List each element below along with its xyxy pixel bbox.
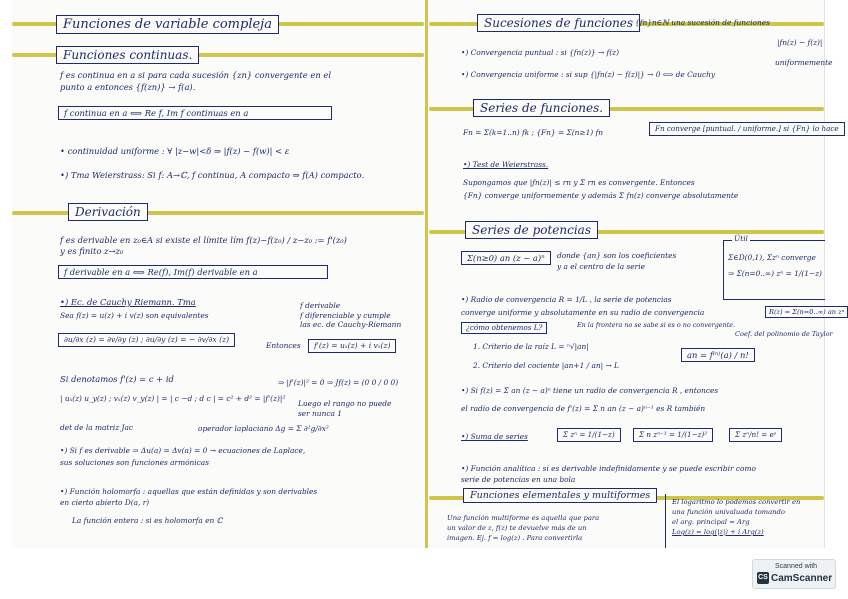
text-line: 1. Criterio de la raíz L = ⁿ√|an| [473, 342, 589, 351]
sum-box-2: Σ n zⁿ⁻¹ = 1/(1−z)² [633, 428, 713, 442]
text-line: La función entera : si es holomorfa en ℂ [72, 516, 223, 525]
text-line: ⇒ |f'(z)|² = 0 ⇒ Jf(z) = (0 0 / 0 0) [278, 378, 399, 387]
text-line: •) Convergencia uniforme : si sup {|fn(z) − f(z)|} → 0 ⟺ de Cauchy [461, 70, 716, 79]
text-line: serie de potencias en una bola [461, 475, 576, 484]
watermark-line-1: Scanned with [775, 563, 818, 570]
how-to-get-l-box: ¿cómo obtenemos L? [461, 322, 547, 334]
text-line: •) Si f(z) = Σ an (z − a)ⁿ tiene un radio de convergencia R , entonces [461, 386, 719, 395]
text-line: 2. Criterio del cociente |an+1 / an| → L [473, 361, 619, 370]
cauchy-riemann-box: ∂u/∂x (z) = ∂v/∂y (z) ; ∂u/∂y (z) = − ∂v/∂x (z) [58, 333, 235, 347]
text-line: Luego el rango no puede [298, 399, 392, 408]
text-line: operador laplaciano Δg = Σ ∂²g/∂x² [198, 424, 329, 433]
text-line: Coef. del polinomio de Taylor [735, 330, 833, 338]
logarithm-note [665, 494, 825, 548]
text-line: una función univaluada tomando [672, 508, 785, 516]
section-title-sucesiones: Sucesiones de funciones [477, 14, 640, 32]
text-line: Supongamos que |fn(z)| ≤ rn y Σ rn es convergente. Entonces [463, 178, 695, 187]
section-title-derivacion: Derivación [68, 203, 148, 221]
text-line: y a el centro de la serie [557, 262, 645, 271]
camscanner-logo-icon: CS [757, 572, 769, 584]
text-line: y es finito z→z₀ [60, 246, 124, 256]
text-line: Fn = Σ(k=1..n) fk ; {Fn} = Σ(n≥1) fn [463, 128, 604, 137]
text-line: ser nunca 1 [298, 409, 342, 418]
right-column [429, 0, 845, 548]
sum-box-1: Σ zⁿ = 1/(1−z) [557, 428, 621, 442]
left-column [12, 0, 424, 548]
text-line: • continuidad uniforme : ∀ |z−w|<δ ⇒ |f(z) − f(w)| < ε [60, 146, 290, 156]
taylor-coefficient-box: an = f⁽ⁿ⁾(a) / n! [681, 348, 755, 362]
derivative-box: f'(z) = uₓ(z) + i vₓ(z) [308, 339, 396, 353]
text-line: Log(z) = log(|z|) + i Arg(z) [672, 528, 764, 536]
text-line: Sea f(z) = u(z) + i v(z) son equivalentes [60, 311, 209, 320]
text-line: ⇒ Σ(n=0..∞) zⁿ = 1/(1−z) [728, 269, 822, 278]
r-series-box: R(z) = Σ(n=0..∞) an zⁿ [765, 306, 848, 318]
text-line: •) Tma Weierstrass: Si f: A→ℂ, f continua, A compacto ⇒ f(A) compacto. [60, 170, 365, 180]
text-line: las ec. de Cauchy-Riemann [300, 320, 402, 329]
text-line: Si denotamos f'(z) = c + id [60, 374, 174, 384]
text-line: el arg. principal = Arg [672, 518, 750, 526]
text-line: donde {an} son los coeficientes [557, 251, 677, 260]
center-divider [425, 0, 428, 548]
text-line: Entonces [266, 341, 301, 350]
text-line: •) Ec. de Cauchy Riemann. Tma [60, 297, 196, 307]
text-line: f es continua en a si para cada sucesión {zn} convergente en el [60, 70, 332, 80]
text-line: f es derivable en z₀∈A si existe el límite lím f(z)−f(z₀) / z−z₀ := f'(z₀) [60, 235, 347, 245]
text-line: •) Función holomorfa : aquellas que están definidas y son derivables [60, 487, 318, 496]
sum-box-3: Σ zⁿ/n! = eᶻ [729, 428, 782, 442]
convergence-box: Fn converge [puntual. / uniforme.] si {Fn} lo hace [649, 122, 845, 136]
text-line: sus soluciones son funciones armónicas [60, 458, 209, 467]
text-line: Una función multiforme es aquella que para [447, 514, 600, 522]
text-line: •) Convergencia puntual : si {fn(z)} → f(z) [461, 48, 619, 57]
section-title-elementales: Funciones elementales y multiformes [463, 488, 657, 503]
section-title-series-potencias: Series de potencias [465, 221, 598, 239]
text-line: el radio de convergencia de f'(z) = Σ n an (z − a)ⁿ⁻¹ es R también [461, 404, 706, 413]
text-line: punto a entonces {f(zn)} → f(a). [60, 82, 196, 92]
text-line: •) Test de Weierstrass. [463, 160, 549, 169]
notes-page [12, 0, 845, 548]
text-line: | uₓ(z) u_y(z) ; vₓ(z) v_y(z) | = | c −d ; d c | = c² + d² = |f'(z)|² [60, 394, 286, 403]
text-line: en cierto abierto D(a, r) [60, 498, 150, 507]
text-line: •) Si f es derivable ⇒ Δu(a) = Δv(a) = 0 → ecuaciones de Laplace, [60, 446, 306, 455]
text-line: det de la matriz Jac [60, 423, 134, 432]
watermark-line-2: CamScanner [771, 573, 833, 584]
main-title: Funciones de variable compleja [56, 15, 279, 34]
section-title-continuas: Funciones continuas. [56, 46, 199, 64]
example-box-title: Útil [734, 234, 748, 243]
text-line: imagen. Ej. f = log(z) . Para convertirla [447, 534, 583, 542]
text-line: •) Suma de series [461, 432, 528, 441]
text-line: •) Función analítica : si es derivable indefinidamente y se puede escribir como [461, 464, 756, 473]
text-line: •) Radio de convergencia R = 1/L , la serie de potencias [461, 295, 672, 304]
text-line: Σ∈D(0,1), Σzⁿ converge [728, 253, 816, 262]
example-box [723, 234, 825, 300]
text-line: un valor de z, f(z) te devuelve más de un [447, 524, 587, 532]
theorem-box: f continua en a ⟺ Re f, Im f continuas en a [58, 106, 332, 120]
text-line: {Fn} converge uniformemente y además Σ fn(z) converge absolutamente [463, 191, 739, 200]
text-line: En la frontera no se sabe si es o no convergente. [577, 321, 736, 329]
text-line: converge uniforme y absolutamente en su radio de convergencia [461, 308, 705, 317]
text-line: f diferenciable y cumple [300, 311, 391, 320]
text-line: f derivable [300, 301, 341, 310]
text-line: uniformemente [775, 58, 833, 67]
text-line: El logaritmo lo podemos convertir en [672, 498, 801, 506]
camscanner-watermark [752, 559, 836, 589]
power-series-box: Σ(n≥0) an (z − a)ⁿ [461, 251, 551, 265]
theorem-box: f derivable en a ⟺ Re(f), Im(f) derivable en a [58, 265, 328, 279]
text-line: |fn(z) − f(z)| [777, 38, 823, 47]
text-line: {fn}n∈ℕ una sucesión de funciones [635, 18, 770, 27]
section-title-series-funciones: Series de funciones. [473, 99, 610, 117]
